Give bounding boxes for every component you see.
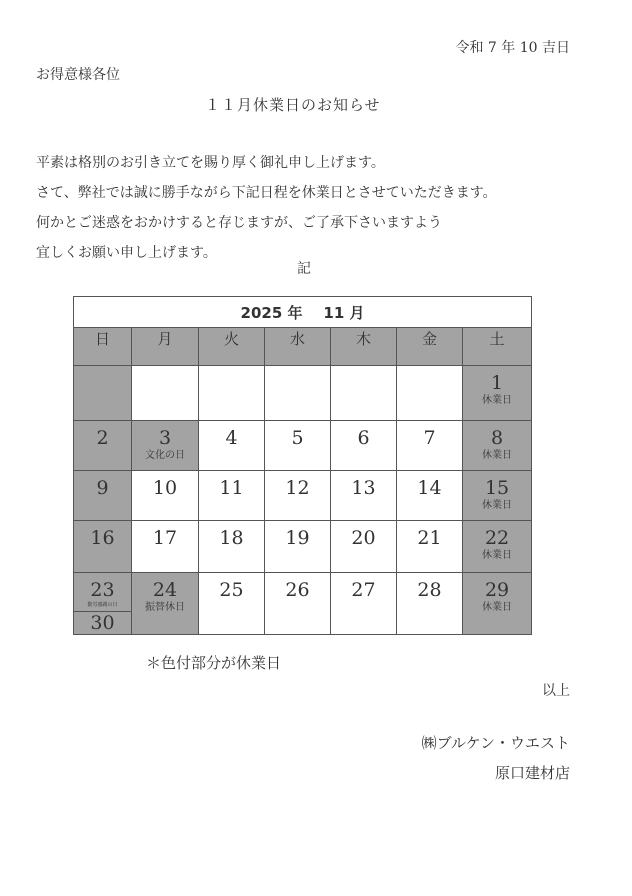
day-number <box>74 366 131 372</box>
company-name: ㈱ブルケン・ウエスト <box>421 734 570 752</box>
calendar-day-cell <box>74 366 132 421</box>
split-cell-bottom <box>74 612 131 634</box>
calendar-day-cell <box>331 366 397 421</box>
day-number: 19 <box>285 527 310 549</box>
calendar-day-cell <box>265 573 331 635</box>
calendar-day-cell <box>397 421 463 471</box>
calendar-month: 11 月 <box>323 303 365 322</box>
letter-body <box>36 148 497 268</box>
holiday-note: 休業日 <box>482 550 513 561</box>
calendar-day-cell <box>199 366 265 421</box>
calendar-day-cell <box>199 573 265 635</box>
store-name: 原口建材店 <box>494 764 570 782</box>
day-number: 7 <box>423 427 436 449</box>
day-number: 6 <box>357 427 370 449</box>
holiday-calendar <box>73 296 532 635</box>
day-number: 11 <box>219 477 244 499</box>
body-line: さて、弊社では誠に勝手ながら下記日程を休業日とさせていただきます。 <box>36 185 497 201</box>
day-number <box>397 366 462 372</box>
day-number: 29 <box>484 579 510 601</box>
calendar-day-cell <box>132 421 199 471</box>
calendar-day-cell <box>199 521 265 573</box>
day-number: 18 <box>219 527 244 549</box>
day-number: 27 <box>351 579 376 601</box>
calendar-week-row <box>74 521 532 573</box>
letter-date: 令和 7 年 10 吉日 <box>455 40 570 56</box>
day-number: 16 <box>90 527 115 549</box>
holiday-note: 休業日 <box>482 602 513 613</box>
calendar-week-row <box>74 573 532 635</box>
calendar-day-cell <box>199 421 265 471</box>
calendar-day-cell <box>265 521 331 573</box>
closing: 以上 <box>542 683 570 699</box>
day-number <box>132 366 198 372</box>
holiday-note: 文化の日 <box>145 450 185 461</box>
day-number: 10 <box>152 477 178 499</box>
calendar-weeks <box>74 366 532 635</box>
day-number: 8 <box>490 427 504 449</box>
body-line: 何かとご迷惑をおかけすると存じますが、ご了承下さいますよう <box>36 215 442 231</box>
day-number: 25 <box>219 579 244 601</box>
holiday-note: 休業日 <box>482 450 513 461</box>
body-line: 平素は格別のお引き立てを賜り厚く御礼申し上げます。 <box>36 155 385 171</box>
calendar-day-cell <box>265 421 331 471</box>
footnote: ＊色付部分が休業日 <box>146 654 282 672</box>
day-number: 20 <box>351 527 376 549</box>
holiday-note: 休業日 <box>482 500 513 511</box>
calendar-day-cell <box>132 471 199 521</box>
ki-heading: 記 <box>297 261 311 277</box>
calendar-day-cell <box>463 366 532 421</box>
day-number <box>265 366 330 372</box>
calendar-day-cell <box>132 573 199 635</box>
holiday-note: 勤労感謝の日 <box>87 602 118 608</box>
day-number: 30 <box>90 612 115 634</box>
calendar-week-row <box>74 471 532 521</box>
calendar-day-cell <box>331 471 397 521</box>
calendar-day-cell <box>265 366 331 421</box>
day-number: 5 <box>291 427 304 449</box>
weekday-tue: 火 <box>199 328 265 366</box>
holiday-note: 振替休日 <box>145 602 185 613</box>
calendar-day-cell <box>331 521 397 573</box>
calendar-day-cell <box>74 521 132 573</box>
day-number: 1 <box>490 372 504 394</box>
day-number: 22 <box>484 527 510 549</box>
calendar-day-cell <box>74 573 132 635</box>
calendar-day-cell <box>132 521 199 573</box>
day-number: 26 <box>285 579 310 601</box>
day-number: 24 <box>152 579 178 601</box>
calendar-day-cell <box>331 573 397 635</box>
calendar-day-cell <box>463 421 532 471</box>
day-number: 15 <box>484 477 510 499</box>
day-number: 2 <box>96 427 109 449</box>
day-number <box>199 366 264 372</box>
calendar-year: 2025 年 <box>240 303 303 322</box>
weekday-sun: 日 <box>74 328 132 366</box>
day-number: 17 <box>152 527 178 549</box>
weekday-sat: 土 <box>463 328 532 366</box>
calendar-day-cell <box>397 366 463 421</box>
weekday-thu: 木 <box>331 328 397 366</box>
body-line: 宜しくお願い申し上げます。 <box>36 245 217 261</box>
day-number: 23 <box>90 579 115 601</box>
calendar-day-cell <box>331 421 397 471</box>
calendar-day-cell <box>74 421 132 471</box>
calendar-day-cell <box>74 471 132 521</box>
calendar-day-cell <box>397 471 463 521</box>
calendar-day-cell <box>463 521 532 573</box>
holiday-note: 休業日 <box>482 395 513 406</box>
calendar-week-row <box>74 366 532 421</box>
day-number: 13 <box>351 477 376 499</box>
calendar-day-cell <box>463 573 532 635</box>
weekday-header-row <box>74 328 532 366</box>
weekday-mon: 月 <box>132 328 199 366</box>
split-cell-top <box>74 573 131 612</box>
calendar-day-cell <box>397 521 463 573</box>
calendar-day-cell <box>132 366 199 421</box>
weekday-fri: 金 <box>397 328 463 366</box>
addressee: お得意様各位 <box>36 67 120 83</box>
day-number: 9 <box>96 477 109 499</box>
day-number: 4 <box>225 427 238 449</box>
notice-title: １１月休業日のお知らせ <box>205 96 381 114</box>
calendar-title <box>74 297 532 328</box>
calendar-day-cell <box>265 471 331 521</box>
calendar-week-row <box>74 421 532 471</box>
calendar-day-cell <box>463 471 532 521</box>
day-number: 28 <box>417 579 442 601</box>
day-number <box>331 366 396 372</box>
day-number: 21 <box>417 527 442 549</box>
weekday-wed: 水 <box>265 328 331 366</box>
day-number: 14 <box>417 477 442 499</box>
day-number: 12 <box>285 477 310 499</box>
calendar-day-cell <box>199 471 265 521</box>
day-number: 3 <box>158 427 172 449</box>
calendar-day-cell <box>397 573 463 635</box>
